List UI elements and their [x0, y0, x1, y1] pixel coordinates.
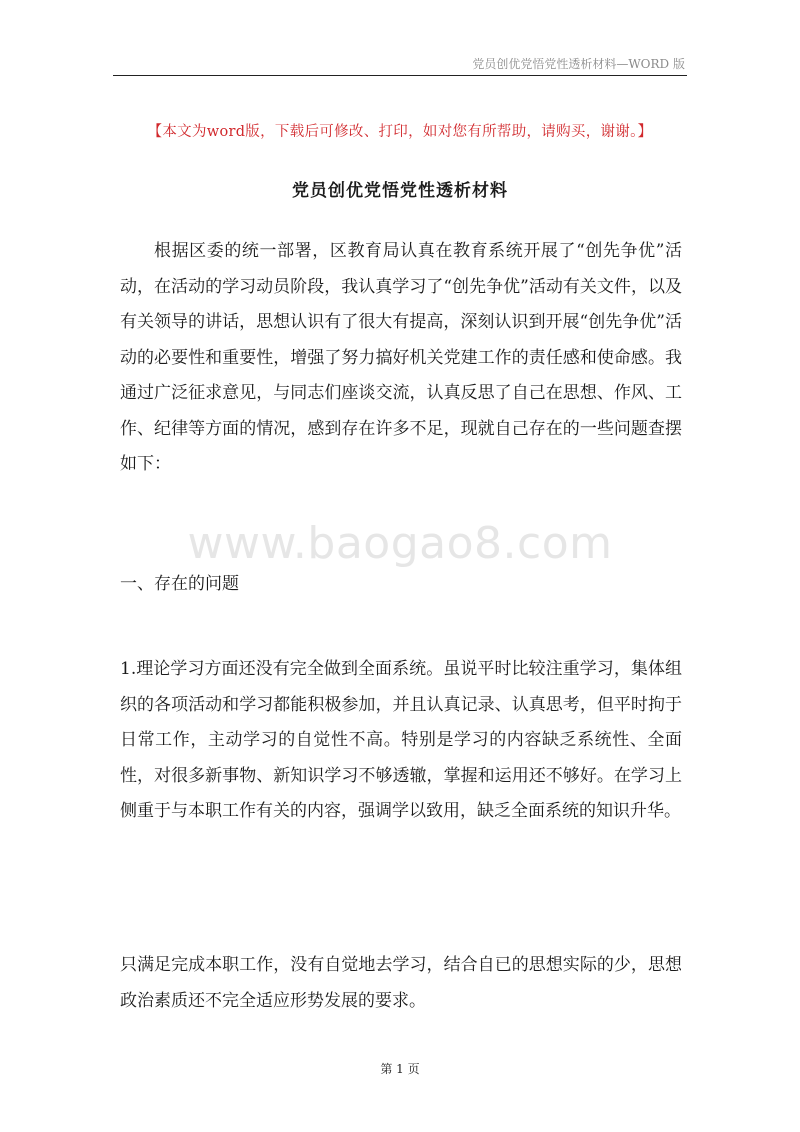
paragraph-self-study: 只满足完成本职工作，没有自觉地去学习，结合自已的思想实际的少，思想政治素质还不完全适应形势发展的要求。 — [120, 955, 682, 1011]
page-number: 第 1 页 — [380, 1062, 420, 1076]
document-title: 党员创优党悟党性透析材料 — [292, 181, 508, 201]
section-heading: 一、存在的问题 — [120, 574, 239, 594]
watermark: www.baogao8.com — [187, 518, 613, 569]
paragraph-intro: 根据区委的统一部署，区教育局认真在教育系统开展了“创先争优”活动，在活动的学习动员阶段，我认真学习了“创先争优”活动有关文件，以及有关领导的讲话，思想认识有了很大有提高，深刻认识到开展“创先争优”活动的必要性和重要性，增强了努力搞好机关党建工作的责任感和使命感。我通过广泛征求意见，与同志们座谈交流，认真反思了自己在思想、作风、工作、纪律等方面的情况，感到存在许多不足，现就自己存在的一些问题查摆如下： — [120, 241, 682, 474]
header-divider — [113, 75, 687, 76]
download-notice: 【本文为word版，下载后可修改、打印，如对您有所帮助，请购买，谢谢。】 — [147, 124, 653, 140]
paragraph-theory-study: 1.理论学习方面还没有完全做到全面系统。虽说平时比较注重学习，集体组织的各项活动和学习都能积极参加，并且认真记录、认真思考，但平时拘于日常工作，主动学习的自觉性不高。特别是学习的内容缺乏系统性、全面性，对很多新事物、新知识学习不够透辙，掌握和运用还不够好。在学习上侧重于与本职工作有关的内容，强调学以致用，缺乏全面系统的知识升华。 — [120, 659, 682, 821]
running-header: 党员创优党悟党性透析材料—WORD 版 — [472, 57, 685, 71]
